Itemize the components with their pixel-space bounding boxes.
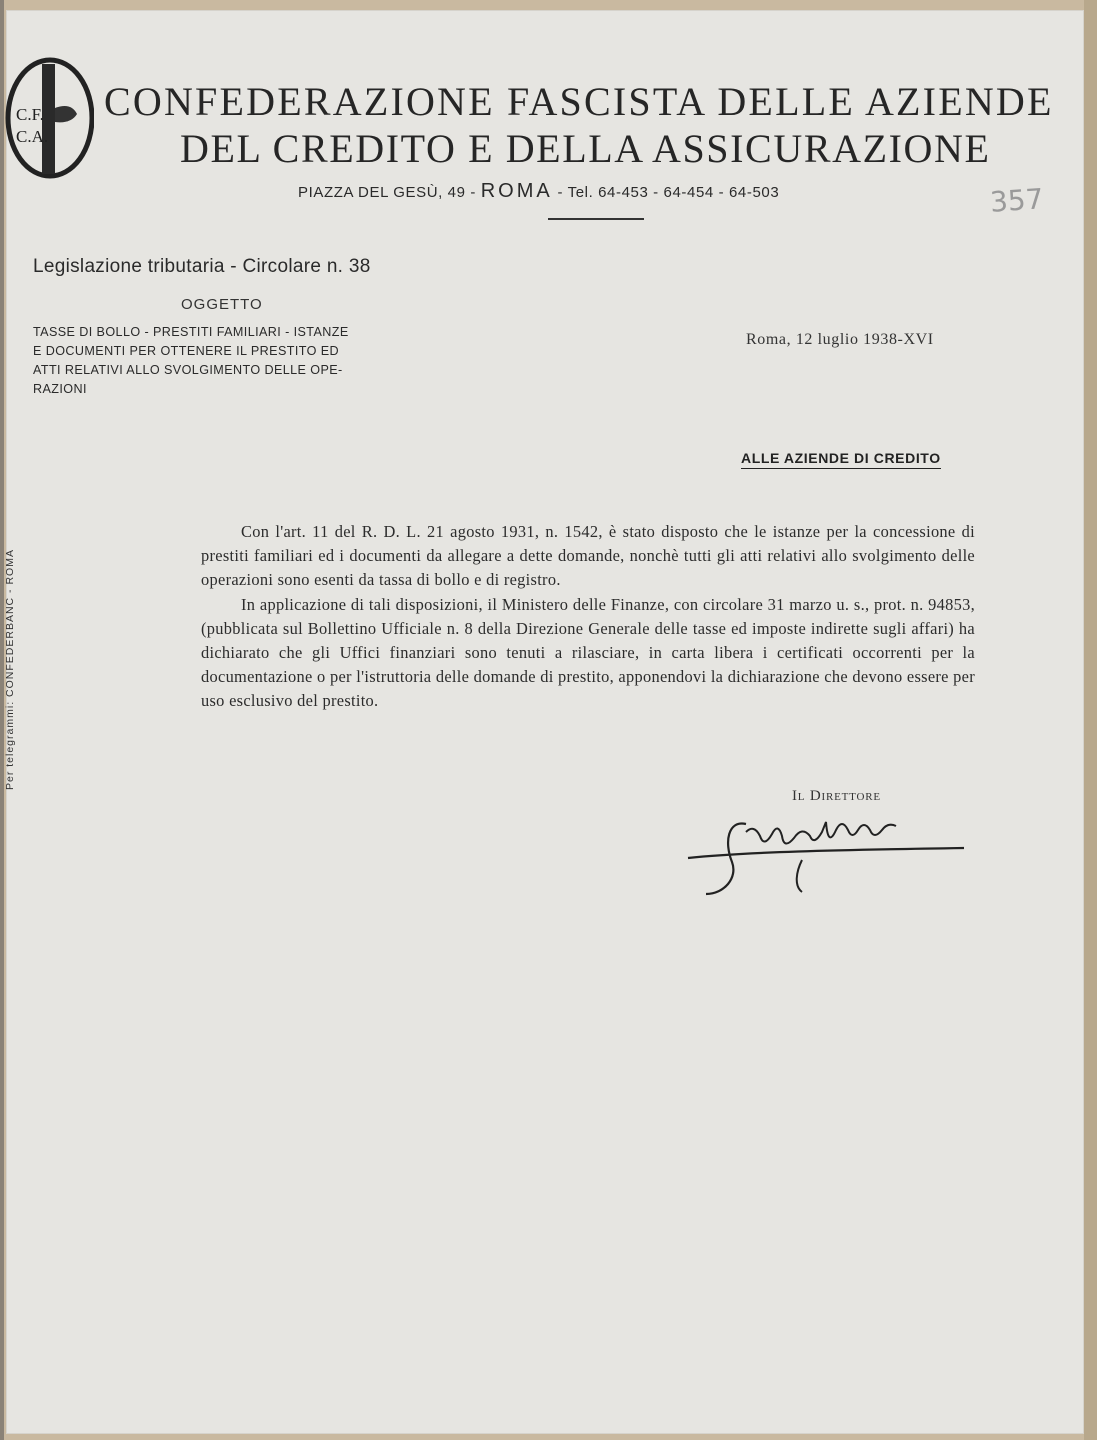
subject-label: OGGETTO [181,296,263,313]
signatory-title: Il Direttore [792,788,881,804]
address-phone: - Tel. 64-453 - 64-454 - 64-503 [557,184,780,201]
side-telegram-note [2,520,16,790]
address-city: ROMA [480,180,553,202]
address-prefix: PIAZZA DEL GESÙ, 49 - [298,184,476,201]
letter-date: Roma, 12 luglio 1938-XVI [746,331,934,348]
subject-line: TASSE DI BOLLO - PRESTITI FAMILIARI - ISTANZE [33,325,349,339]
letter-body [201,520,975,714]
archive-number: 357 [988,182,1045,219]
side-telegram-text: Per telegrammi: CONFEDERBANC - ROMA [4,549,16,790]
document-page [6,10,1084,1434]
svg-text:C.F.: C.F. [16,105,44,124]
circular-series: Legislazione tributaria - Circolare n. 38 [33,256,371,277]
svg-text:C.A.: C.A. [16,127,49,146]
subject-line: E DOCUMENTI PER OTTENERE IL PRESTITO ED [33,344,339,358]
organization-name-line1: CONFEDERAZIONE FASCISTA DELLE AZIENDE [104,79,1054,124]
recipient: ALLE AZIENDE DI CREDITO [741,450,941,469]
subject-line: ATTI RELATIVI ALLO SVOLGIMENTO DELLE OPE- [33,363,343,377]
subject-line: RAZIONI [33,382,87,396]
body-paragraph: Con l'art. 11 del R. D. L. 21 agosto 1931, n. 1542, è stato disposto che le istanze per la concessione di prestiti familiari ed i documenti da allegare a dette domande, nonchè tutti gli atti relativi allo svolgimento delle operazioni sono esenti da tassa di bollo e di registro. [201,522,975,590]
subject-text [33,323,433,399]
address-underline [548,218,644,220]
handwritten-signature [684,812,974,902]
body-paragraph: In applicazione di tali disposizioni, il Ministero delle Finanze, con circolare 31 marzo u. s., prot. n. 94853, (pubblicata sul Bollettino Ufficiale n. 8 della Direzione Generale delle tasse ed imposte indirette sugli affari) ha dichiarato che gli Uffici finanziari sono tenuti a rilasciare, in carta libera i certificati occorrenti per la documentazione o per l'istruttoria delle domande di prestito, apponendovi la dichiarazione che devono essere per uso esclusivo del prestito. [201,594,975,711]
organization-name-line2: DEL CREDITO E DELLA ASSICURAZIONE [180,126,991,171]
letterhead-address [298,180,779,203]
confederation-emblem-icon [2,56,94,180]
page-edge [1084,0,1097,1440]
